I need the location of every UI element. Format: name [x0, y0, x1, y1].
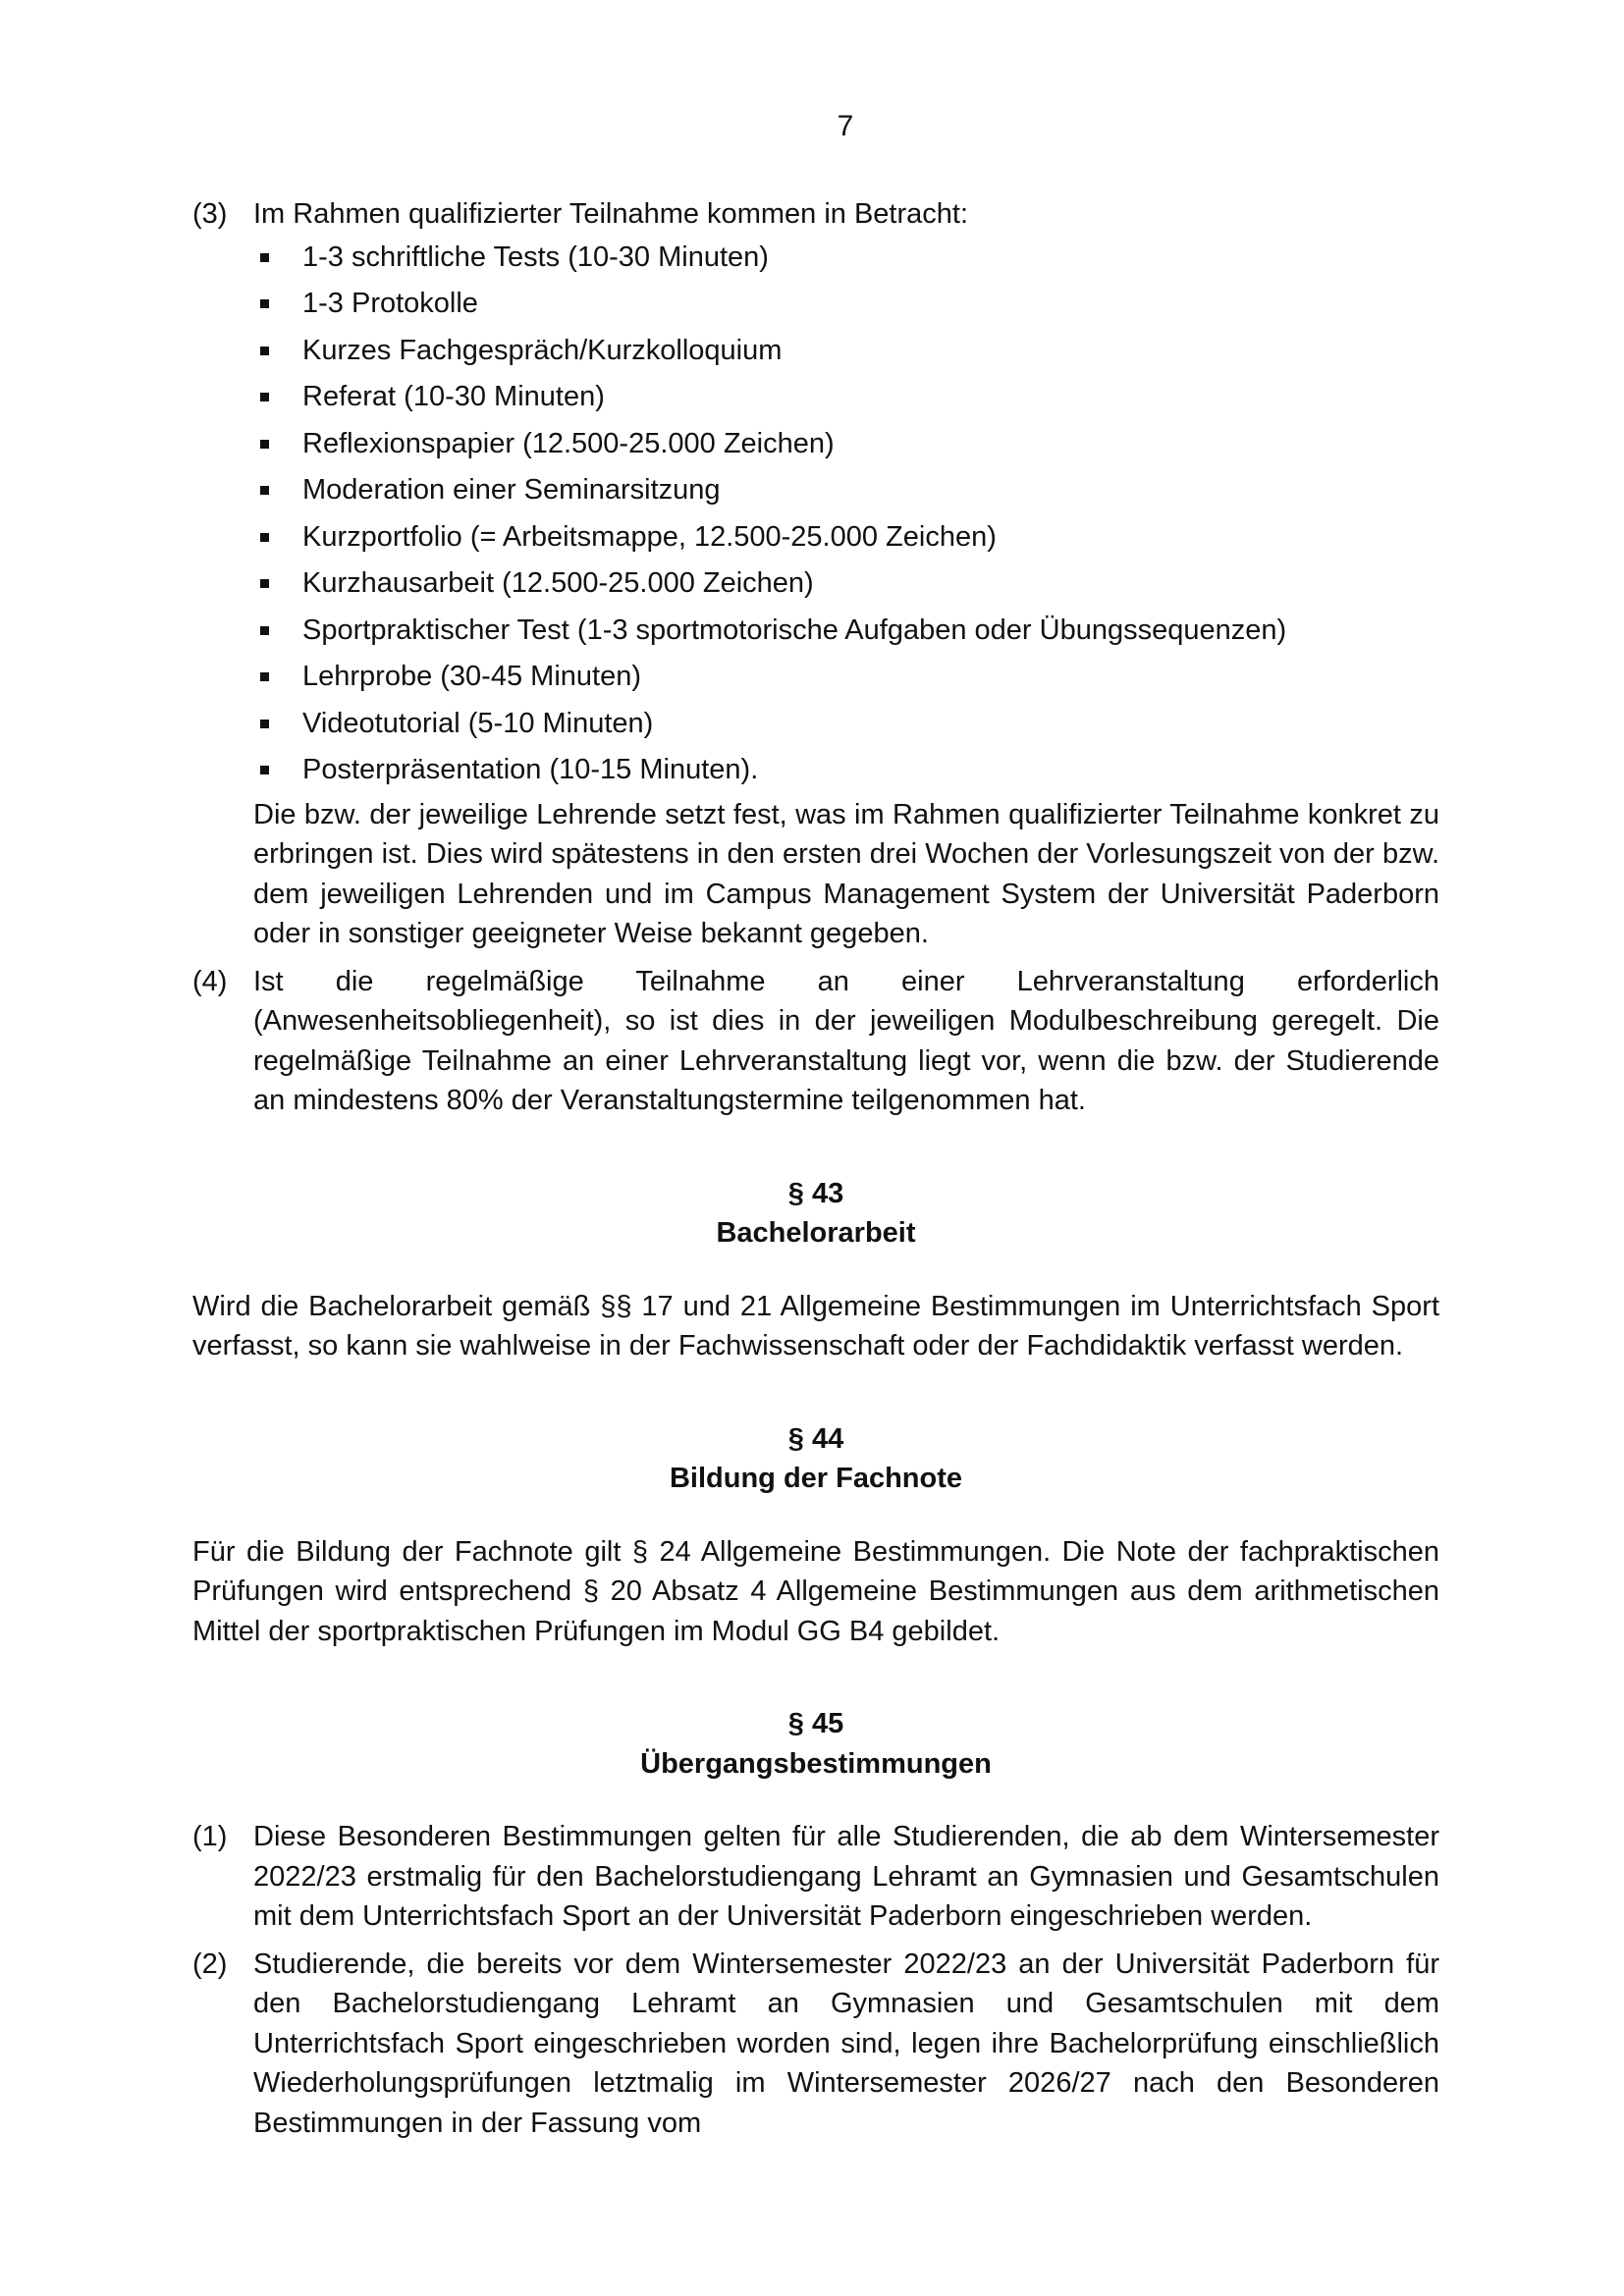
- section-number: § 44: [787, 1422, 844, 1455]
- section-number: § 45: [787, 1708, 844, 1739]
- paragraph-number: (4): [192, 965, 228, 997]
- paragraph-text: Diese Besonderen Bestimmungen gelten für alle Studierenden, die ab dem Wintersemester 2022/23 erstmalig für den Bachelorstudiengang Lehramt an Gymnasien und Gesamtschulen mit dem Unterrichtsfach Sport an der Universität Paderborn eingeschrieben werden.: [253, 1821, 1439, 1932]
- paragraph-1: [192, 1817, 1439, 1937]
- list-item: Kurzhausarbeit (12.500-25.000 Zeichen): [253, 561, 1439, 608]
- paragraph-number: (2): [192, 1948, 228, 1980]
- page-number: 7: [837, 110, 854, 142]
- qualified-participation-list: [253, 235, 1439, 794]
- paragraph-text: Die bzw. der jeweilige Lehrende setzt fest, was im Rahmen qualifizierter Teilnahme konkret zu erbringen ist. Dies wird spätestens in den ersten drei Wochen der Vorlesungszeit von der bzw. dem jeweiligen Lehrenden und im Campus Management System der Universität Paderborn oder in sonstiger geeigneter Weise bekannt gegeben.: [253, 798, 1439, 949]
- paragraph-3: [192, 194, 1439, 954]
- list-item: Lehrprobe (30-45 Minuten): [253, 654, 1439, 701]
- paragraph-2: [192, 1945, 1439, 2144]
- list-item: Moderation einer Seminarsitzung: [253, 467, 1439, 514]
- list-item: Videotutorial (5-10 Minuten): [253, 701, 1439, 748]
- list-item: Kurzportfolio (= Arbeitsmappe, 12.500-25.000 Zeichen): [253, 514, 1439, 561]
- paragraph-text: Studierende, die bereits vor dem Wintersemester 2022/23 an der Universität Paderborn für den Bachelorstudiengang Lehramt an Gymnasien und Gesamtschulen mit dem Unterrichtsfach Sport eingeschrieben worden sind, legen ihre Bachelorprüfung einschließlich Wiederholungsprüfungen letztmalig im Wintersemester 2026/27 nach den Besonderen Bestimmungen in der Fassung vom: [253, 1948, 1439, 2139]
- paragraph-number: (1): [192, 1821, 228, 1852]
- list-item: Sportpraktischer Test (1-3 sportmotorische Aufgaben oder Übungssequenzen): [253, 608, 1439, 655]
- list-item: 1-3 schriftliche Tests (10-30 Minuten): [253, 235, 1439, 282]
- list-item: 1-3 Protokolle: [253, 281, 1439, 328]
- section-text: Wird die Bachelorarbeit gemäß §§ 17 und 21 Allgemeine Bestimmungen im Unterrichtsfach Sport verfasst, so kann sie wahlweise in der Fachwissenschaft oder der Fachdidaktik verfasst werden.: [192, 1290, 1439, 1362]
- section-text: Für die Bildung der Fachnote gilt § 24 Allgemeine Bestimmungen. Die Note der fachpraktischen Prüfungen wird entsprechend § 20 Absatz 4 Allgemeine Bestimmungen aus dem arithmetischen Mittel der sportpraktischen Prüfungen im Modul GG B4 gebildet.: [192, 1535, 1439, 1647]
- section-title: Bildung der Fachnote: [669, 1463, 963, 1494]
- paragraph-4: [192, 962, 1439, 1121]
- document-body: [192, 194, 1439, 2143]
- section-number: § 43: [787, 1177, 844, 1209]
- list-item: Reflexionspapier (12.500-25.000 Zeichen): [253, 421, 1439, 468]
- list-item: Kurzes Fachgespräch/Kurzkolloquium: [253, 328, 1439, 375]
- paragraph-text: Ist die regelmäßige Teilnahme an einer Lehrveranstaltung erforderlich (Anwesenheitsobliegenheit), so ist dies in der jeweiligen Modulbeschreibung geregelt. Die regelmäßige Teilnahme an einer Lehrveranstaltung liegt vor, wenn die bzw. der Studierende an mindestens 80% der Veranstaltungstermine teilgenommen hat.: [253, 965, 1439, 1116]
- section-title: Bachelorarbeit: [716, 1217, 916, 1249]
- paragraph-number: (3): [192, 198, 228, 230]
- list-item: Posterpräsentation (10-15 Minuten).: [253, 747, 1439, 794]
- list-item: Referat (10-30 Minuten): [253, 374, 1439, 421]
- paragraph-intro: Im Rahmen qualifizierter Teilnahme kommen in Betracht:: [253, 198, 969, 230]
- section-title: Übergangsbestimmungen: [640, 1747, 992, 1780]
